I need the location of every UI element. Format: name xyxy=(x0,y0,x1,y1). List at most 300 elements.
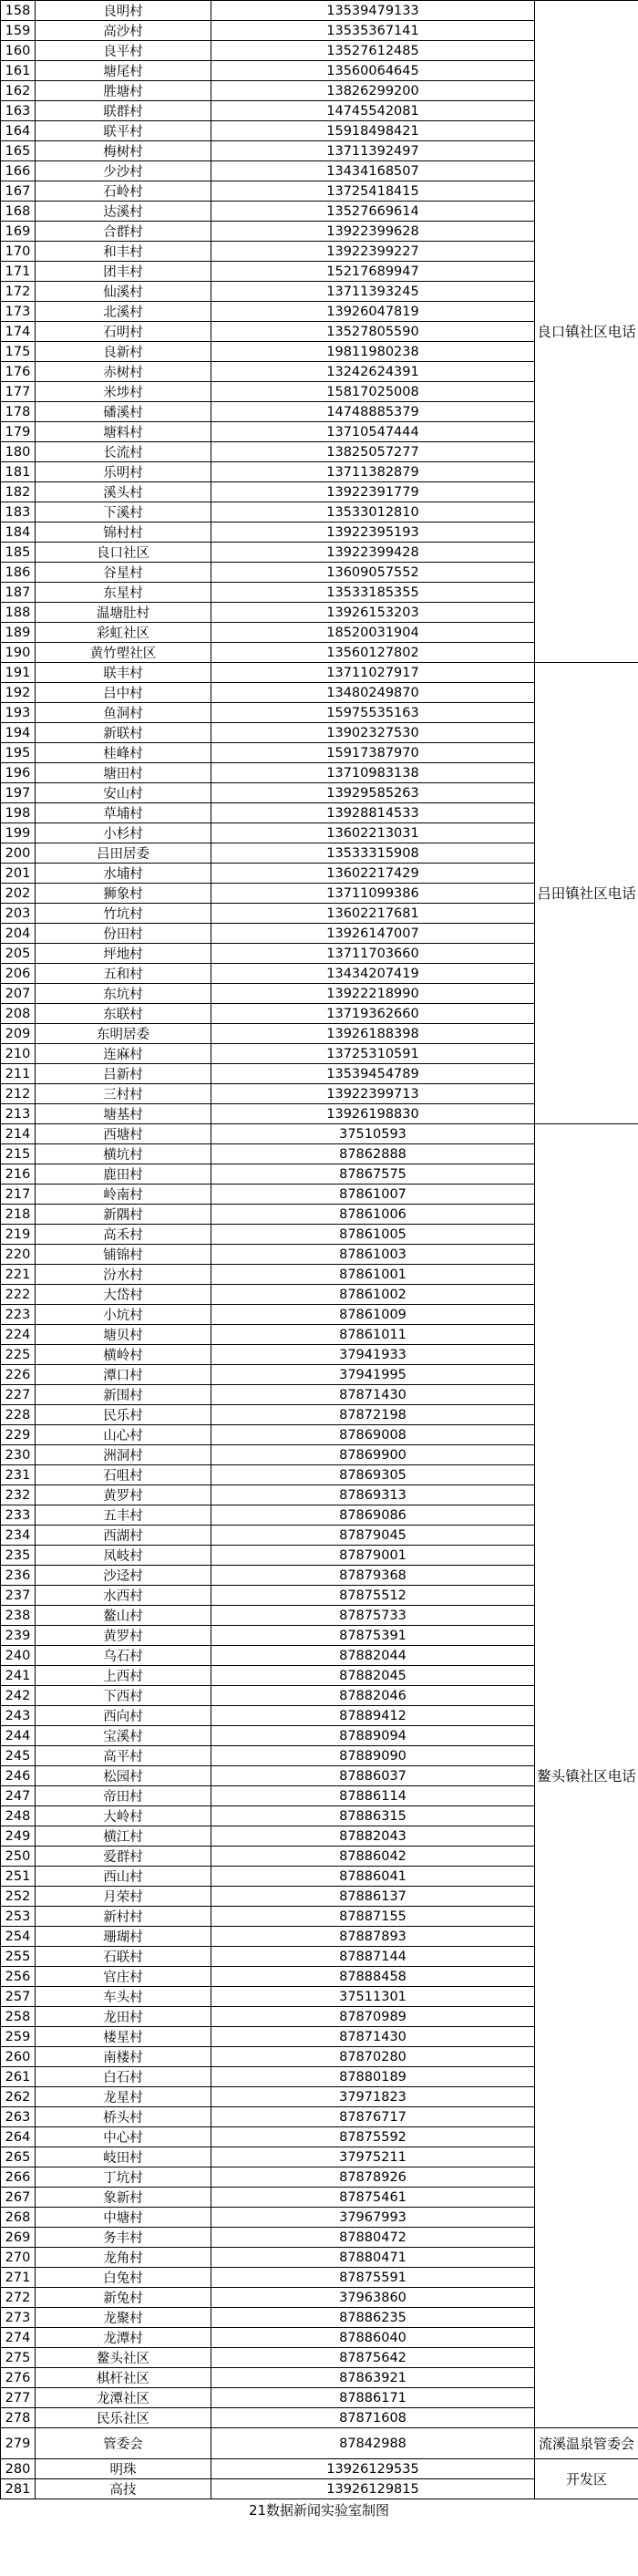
village-name: 棋杆社区 xyxy=(36,2368,211,2388)
village-name: 管委会 xyxy=(36,2428,211,2459)
phone-number: 87886235 xyxy=(211,2308,535,2328)
row-number: 198 xyxy=(1,803,36,823)
phone-number: 13725310591 xyxy=(211,1044,535,1064)
row-number: 275 xyxy=(1,2348,36,2368)
row-number: 258 xyxy=(1,2007,36,2027)
village-name: 米埗村 xyxy=(36,382,211,402)
row-number: 270 xyxy=(1,2248,36,2268)
row-number: 238 xyxy=(1,1606,36,1626)
village-name: 横岭村 xyxy=(36,1345,211,1365)
village-name: 龙角村 xyxy=(36,2248,211,2268)
row-number: 203 xyxy=(1,904,36,924)
phone-number: 13711099386 xyxy=(211,884,535,904)
village-name: 东星村 xyxy=(36,583,211,603)
row-number: 243 xyxy=(1,1706,36,1726)
phone-number: 87861001 xyxy=(211,1265,535,1285)
row-number: 233 xyxy=(1,1505,36,1526)
village-name: 磻溪村 xyxy=(36,402,211,422)
village-name: 龙潭村 xyxy=(36,2328,211,2348)
phone-number: 87880472 xyxy=(211,2228,535,2248)
phone-number: 87842988 xyxy=(211,2428,535,2459)
phone-number: 87869086 xyxy=(211,1505,535,1526)
phone-number: 87861003 xyxy=(211,1245,535,1265)
row-number: 272 xyxy=(1,2288,36,2308)
phone-number: 13539454789 xyxy=(211,1064,535,1084)
phone-number: 87871430 xyxy=(211,1385,535,1405)
row-number: 260 xyxy=(1,2047,36,2067)
phone-number: 13926188398 xyxy=(211,1024,535,1044)
village-name: 中心村 xyxy=(36,2127,211,2147)
row-number: 281 xyxy=(1,2479,36,2499)
phone-number: 14748885379 xyxy=(211,402,535,422)
phone-number: 13609057552 xyxy=(211,563,535,583)
phone-number: 87880471 xyxy=(211,2248,535,2268)
village-name: 高禾村 xyxy=(36,1225,211,1245)
village-name: 新村村 xyxy=(36,1907,211,1927)
phone-number: 37510593 xyxy=(211,1124,535,1144)
row-number: 202 xyxy=(1,884,36,904)
row-number: 175 xyxy=(1,342,36,362)
row-number: 236 xyxy=(1,1566,36,1586)
district-label: 鳌头镇社区电话 xyxy=(535,1124,638,2428)
village-name: 水西村 xyxy=(36,1586,211,1606)
village-name: 石岭村 xyxy=(36,181,211,202)
phone-number: 13710983138 xyxy=(211,763,535,783)
village-name: 乐明村 xyxy=(36,462,211,482)
phone-number: 87879045 xyxy=(211,1526,535,1546)
village-name: 长流村 xyxy=(36,442,211,462)
phone-number: 13560064645 xyxy=(211,61,535,81)
phone-number: 87875391 xyxy=(211,1626,535,1646)
table-row xyxy=(1,1,638,21)
village-name: 仙溪村 xyxy=(36,282,211,302)
village-name: 下溪村 xyxy=(36,502,211,522)
phone-number: 15918498421 xyxy=(211,121,535,141)
row-number: 263 xyxy=(1,2107,36,2127)
phone-number: 87869900 xyxy=(211,1445,535,1465)
village-name: 少沙村 xyxy=(36,161,211,181)
phone-number: 13922395193 xyxy=(211,522,535,543)
phone-number: 13922399428 xyxy=(211,543,535,563)
phone-number: 87882046 xyxy=(211,1686,535,1706)
village-name: 温塘肚村 xyxy=(36,603,211,623)
phone-number: 14745542081 xyxy=(211,101,535,121)
row-number: 279 xyxy=(1,2428,36,2459)
row-number: 167 xyxy=(1,181,36,202)
row-number: 208 xyxy=(1,1004,36,1024)
phone-number: 37511301 xyxy=(211,1987,535,2007)
village-name: 良明村 xyxy=(36,1,211,21)
phone-number: 13434168507 xyxy=(211,161,535,181)
phone-number: 37941933 xyxy=(211,1345,535,1365)
row-number: 216 xyxy=(1,1164,36,1185)
table-row xyxy=(1,663,638,683)
village-name: 石联村 xyxy=(36,1947,211,1967)
row-number: 269 xyxy=(1,2228,36,2248)
row-number: 253 xyxy=(1,1907,36,1927)
phone-number: 13711027917 xyxy=(211,663,535,683)
village-name: 黄罗村 xyxy=(36,1485,211,1505)
village-name: 爱群村 xyxy=(36,1847,211,1867)
village-name: 份田村 xyxy=(36,924,211,944)
phone-number: 13902327530 xyxy=(211,723,535,743)
village-name: 草埔村 xyxy=(36,803,211,823)
village-name: 东明居委 xyxy=(36,1024,211,1044)
phone-number: 13825057277 xyxy=(211,442,535,462)
village-name: 联平村 xyxy=(36,121,211,141)
village-name: 石咀村 xyxy=(36,1465,211,1485)
village-name: 高平村 xyxy=(36,1746,211,1766)
phone-number: 37963860 xyxy=(211,2288,535,2308)
row-number: 181 xyxy=(1,462,36,482)
phone-number: 87878926 xyxy=(211,2167,535,2188)
phone-number: 13922399227 xyxy=(211,242,535,262)
row-number: 215 xyxy=(1,1144,36,1164)
village-name: 龙田村 xyxy=(36,2007,211,2027)
row-number: 268 xyxy=(1,2208,36,2228)
phone-number: 87861007 xyxy=(211,1185,535,1205)
phone-number: 87867575 xyxy=(211,1164,535,1185)
row-number: 207 xyxy=(1,984,36,1004)
phone-number: 13926147007 xyxy=(211,924,535,944)
phone-number: 19811980238 xyxy=(211,342,535,362)
phone-number: 13602217681 xyxy=(211,904,535,924)
row-number: 209 xyxy=(1,1024,36,1044)
village-name: 竹坑村 xyxy=(36,904,211,924)
row-number: 211 xyxy=(1,1064,36,1084)
row-number: 225 xyxy=(1,1345,36,1365)
row-number: 223 xyxy=(1,1305,36,1325)
row-number: 280 xyxy=(1,2459,36,2479)
village-name: 东坑村 xyxy=(36,984,211,1004)
row-number: 179 xyxy=(1,422,36,442)
village-name: 狮象村 xyxy=(36,884,211,904)
row-number: 232 xyxy=(1,1485,36,1505)
row-number: 190 xyxy=(1,643,36,663)
village-name: 丁坑村 xyxy=(36,2167,211,2188)
village-name: 松园村 xyxy=(36,1766,211,1786)
row-number: 271 xyxy=(1,2268,36,2288)
village-name: 小杉村 xyxy=(36,823,211,843)
phone-number: 13826299200 xyxy=(211,81,535,101)
village-name: 水埔村 xyxy=(36,864,211,884)
village-name: 鱼洞村 xyxy=(36,703,211,723)
row-number: 256 xyxy=(1,1967,36,1987)
village-name: 沙迳村 xyxy=(36,1566,211,1586)
village-name: 桂峰村 xyxy=(36,743,211,763)
village-name: 吕田居委 xyxy=(36,843,211,864)
row-number: 276 xyxy=(1,2368,36,2388)
row-number: 206 xyxy=(1,964,36,984)
phone-number: 87861005 xyxy=(211,1225,535,1245)
row-number: 235 xyxy=(1,1546,36,1566)
phone-number: 13926129535 xyxy=(211,2459,535,2479)
phone-number: 13539479133 xyxy=(211,1,535,21)
village-name: 五丰村 xyxy=(36,1505,211,1526)
row-number: 255 xyxy=(1,1947,36,1967)
row-number: 176 xyxy=(1,362,36,382)
phone-number: 13535367141 xyxy=(211,21,535,41)
phone-number: 37975211 xyxy=(211,2147,535,2167)
village-name: 坪地村 xyxy=(36,944,211,964)
village-name: 上西村 xyxy=(36,1666,211,1686)
row-number: 161 xyxy=(1,61,36,81)
phone-number: 87875512 xyxy=(211,1586,535,1606)
row-number: 183 xyxy=(1,502,36,522)
row-number: 248 xyxy=(1,1806,36,1826)
village-name: 三村村 xyxy=(36,1084,211,1104)
phone-number: 13533315908 xyxy=(211,843,535,864)
district-label: 流溪温泉管委会 xyxy=(535,2428,638,2459)
row-number: 189 xyxy=(1,623,36,643)
row-number: 252 xyxy=(1,1887,36,1907)
row-number: 212 xyxy=(1,1084,36,1104)
phone-number: 87882043 xyxy=(211,1826,535,1847)
village-name: 铺锦村 xyxy=(36,1245,211,1265)
village-name: 鳌头社区 xyxy=(36,2348,211,2368)
row-number: 162 xyxy=(1,81,36,101)
row-number: 273 xyxy=(1,2308,36,2328)
row-number: 214 xyxy=(1,1124,36,1144)
village-name: 珊瑚村 xyxy=(36,1927,211,1947)
row-number: 204 xyxy=(1,924,36,944)
village-name: 新隅村 xyxy=(36,1205,211,1225)
row-number: 266 xyxy=(1,2167,36,2188)
phone-number: 13711382879 xyxy=(211,462,535,482)
village-name: 塘贝村 xyxy=(36,1325,211,1345)
phone-number: 13527805590 xyxy=(211,322,535,342)
village-name: 连麻村 xyxy=(36,1044,211,1064)
village-name: 塘田村 xyxy=(36,763,211,783)
row-number: 160 xyxy=(1,41,36,61)
row-number: 191 xyxy=(1,663,36,683)
row-number: 196 xyxy=(1,763,36,783)
row-number: 244 xyxy=(1,1726,36,1746)
row-number: 251 xyxy=(1,1867,36,1887)
phone-number: 87879368 xyxy=(211,1566,535,1586)
phone-number: 13602217429 xyxy=(211,864,535,884)
village-name: 汾水村 xyxy=(36,1265,211,1285)
phone-number: 87889094 xyxy=(211,1726,535,1746)
village-name: 乌石村 xyxy=(36,1646,211,1666)
phone-number: 18520031904 xyxy=(211,623,535,643)
village-name: 山心村 xyxy=(36,1425,211,1445)
phone-number: 13711703660 xyxy=(211,944,535,964)
village-name: 象新村 xyxy=(36,2188,211,2208)
village-name: 龙潭社区 xyxy=(36,2388,211,2408)
village-name: 梅树村 xyxy=(36,141,211,161)
contact-table-body xyxy=(1,1,638,2499)
row-number: 234 xyxy=(1,1526,36,1546)
village-name: 桥头村 xyxy=(36,2107,211,2127)
village-name: 彩虹社区 xyxy=(36,623,211,643)
phone-number: 13560127802 xyxy=(211,643,535,663)
phone-number: 13719362660 xyxy=(211,1004,535,1024)
phone-number: 87886315 xyxy=(211,1806,535,1826)
village-name: 安山村 xyxy=(36,783,211,803)
row-number: 229 xyxy=(1,1425,36,1445)
phone-number: 87875591 xyxy=(211,2268,535,2288)
phone-number: 87889412 xyxy=(211,1706,535,1726)
village-name: 岭南村 xyxy=(36,1185,211,1205)
village-name: 和丰村 xyxy=(36,242,211,262)
row-number: 197 xyxy=(1,783,36,803)
village-name: 大岭村 xyxy=(36,1806,211,1826)
row-number: 231 xyxy=(1,1465,36,1485)
table-row xyxy=(1,2459,638,2479)
village-name: 大岱村 xyxy=(36,1285,211,1305)
row-number: 195 xyxy=(1,743,36,763)
phone-number: 13922218990 xyxy=(211,984,535,1004)
row-number: 217 xyxy=(1,1185,36,1205)
village-name: 吕新村 xyxy=(36,1064,211,1084)
phone-number: 13527612485 xyxy=(211,41,535,61)
row-number: 221 xyxy=(1,1265,36,1285)
phone-number: 87875592 xyxy=(211,2127,535,2147)
row-number: 177 xyxy=(1,382,36,402)
phone-number: 13922391779 xyxy=(211,482,535,502)
district-label: 开发区 xyxy=(535,2459,638,2499)
phone-number: 13602213031 xyxy=(211,823,535,843)
row-number: 237 xyxy=(1,1586,36,1606)
village-name: 赤树村 xyxy=(36,362,211,382)
phone-number: 87888458 xyxy=(211,1967,535,1987)
row-number: 257 xyxy=(1,1987,36,2007)
row-number: 242 xyxy=(1,1686,36,1706)
village-name: 谷星村 xyxy=(36,563,211,583)
phone-number: 13922399628 xyxy=(211,222,535,242)
village-name: 高技 xyxy=(36,2479,211,2499)
phone-number: 13242624391 xyxy=(211,362,535,382)
row-number: 201 xyxy=(1,864,36,884)
village-name: 下西村 xyxy=(36,1686,211,1706)
phone-number: 13926198830 xyxy=(211,1104,535,1124)
row-number: 224 xyxy=(1,1325,36,1345)
village-name: 鹿田村 xyxy=(36,1164,211,1185)
phone-number: 87869313 xyxy=(211,1485,535,1505)
village-name: 胜塘村 xyxy=(36,81,211,101)
row-number: 227 xyxy=(1,1385,36,1405)
village-name: 联群村 xyxy=(36,101,211,121)
row-number: 166 xyxy=(1,161,36,181)
row-number: 180 xyxy=(1,442,36,462)
row-number: 182 xyxy=(1,482,36,502)
row-number: 239 xyxy=(1,1626,36,1646)
row-number: 200 xyxy=(1,843,36,864)
row-number: 264 xyxy=(1,2127,36,2147)
phone-number: 13711392497 xyxy=(211,141,535,161)
phone-number: 87886042 xyxy=(211,1847,535,1867)
phone-number: 87871430 xyxy=(211,2027,535,2047)
phone-number: 87875461 xyxy=(211,2188,535,2208)
row-number: 274 xyxy=(1,2328,36,2348)
row-number: 254 xyxy=(1,1927,36,1947)
phone-number: 37971823 xyxy=(211,2087,535,2107)
row-number: 164 xyxy=(1,121,36,141)
phone-number: 87870989 xyxy=(211,2007,535,2027)
phone-number: 87863921 xyxy=(211,2368,535,2388)
phone-number: 87869008 xyxy=(211,1425,535,1445)
village-name: 新围村 xyxy=(36,1385,211,1405)
village-name: 龙星村 xyxy=(36,2087,211,2107)
row-number: 199 xyxy=(1,823,36,843)
row-number: 247 xyxy=(1,1786,36,1806)
village-name: 新联村 xyxy=(36,723,211,743)
phone-number: 87887155 xyxy=(211,1907,535,1927)
village-name: 鳌山村 xyxy=(36,1606,211,1626)
phone-number: 13926047819 xyxy=(211,302,535,322)
row-number: 187 xyxy=(1,583,36,603)
row-number: 250 xyxy=(1,1847,36,1867)
phone-number: 15817025008 xyxy=(211,382,535,402)
village-name: 南楼村 xyxy=(36,2047,211,2067)
village-name: 岐田村 xyxy=(36,2147,211,2167)
row-number: 159 xyxy=(1,21,36,41)
village-name: 五和村 xyxy=(36,964,211,984)
village-name: 民乐村 xyxy=(36,1405,211,1425)
village-name: 黄竹塱社区 xyxy=(36,643,211,663)
village-name: 西湖村 xyxy=(36,1526,211,1546)
row-number: 185 xyxy=(1,543,36,563)
village-name: 达溪村 xyxy=(36,202,211,222)
row-number: 265 xyxy=(1,2147,36,2167)
village-name: 良平村 xyxy=(36,41,211,61)
village-name: 锦村村 xyxy=(36,522,211,543)
village-name: 民乐社区 xyxy=(36,2408,211,2428)
village-name: 良新村 xyxy=(36,342,211,362)
row-number: 240 xyxy=(1,1646,36,1666)
village-name: 凤岐村 xyxy=(36,1546,211,1566)
table-row xyxy=(1,1124,638,1144)
district-label: 吕田镇社区电话 xyxy=(535,663,638,1124)
row-number: 173 xyxy=(1,302,36,322)
row-number: 219 xyxy=(1,1225,36,1245)
village-name: 宝溪村 xyxy=(36,1726,211,1746)
footer-credit: 21数据新闻实验室制图 xyxy=(248,2502,390,2519)
row-number: 220 xyxy=(1,1245,36,1265)
row-number: 228 xyxy=(1,1405,36,1425)
village-name: 石明村 xyxy=(36,322,211,342)
village-name: 白石村 xyxy=(36,2067,211,2087)
row-number: 205 xyxy=(1,944,36,964)
phone-number: 87872198 xyxy=(211,1405,535,1425)
phone-number: 87875733 xyxy=(211,1606,535,1626)
village-name: 小坑村 xyxy=(36,1305,211,1325)
phone-number: 13527669614 xyxy=(211,202,535,222)
phone-number: 13929585263 xyxy=(211,783,535,803)
row-number: 246 xyxy=(1,1766,36,1786)
village-name: 良口社区 xyxy=(36,543,211,563)
village-name: 团丰村 xyxy=(36,262,211,282)
row-number: 230 xyxy=(1,1445,36,1465)
row-number: 226 xyxy=(1,1365,36,1385)
row-number: 218 xyxy=(1,1205,36,1225)
row-number: 168 xyxy=(1,202,36,222)
village-name: 新兔村 xyxy=(36,2288,211,2308)
row-number: 261 xyxy=(1,2067,36,2087)
phone-number: 13926153203 xyxy=(211,603,535,623)
row-number: 193 xyxy=(1,703,36,723)
row-number: 174 xyxy=(1,322,36,342)
village-name: 高沙村 xyxy=(36,21,211,41)
row-number: 170 xyxy=(1,242,36,262)
district-label: 良口镇社区电话 xyxy=(535,1,638,663)
phone-number: 87869305 xyxy=(211,1465,535,1485)
phone-number: 13480249870 xyxy=(211,683,535,703)
phone-number: 13533185355 xyxy=(211,583,535,603)
row-number: 259 xyxy=(1,2027,36,2047)
phone-number: 13711393245 xyxy=(211,282,535,302)
